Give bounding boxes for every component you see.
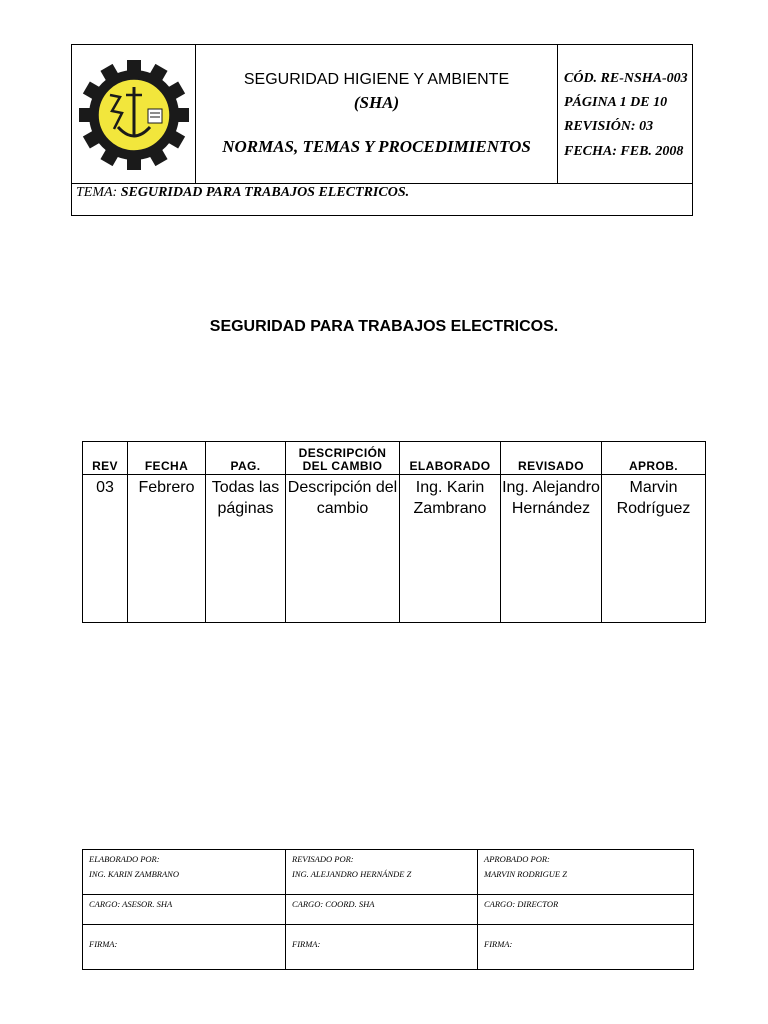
column-header: PAG.: [206, 442, 286, 475]
divider: [72, 183, 692, 184]
column-header: ELABORADO: [400, 442, 501, 475]
reviewed-by-label: REVISADO POR:: [292, 854, 354, 864]
divider: [195, 45, 196, 183]
company-logo: [79, 60, 189, 170]
topic-line: [76, 185, 409, 201]
topic-label: TEMA:: [76, 185, 118, 200]
page-number: PÁGINA 1 DE 10: [564, 95, 668, 110]
document-header: [71, 44, 693, 216]
table-row: [83, 475, 706, 623]
column-header: FECHA: [128, 442, 206, 475]
approved-by-cell: [478, 850, 694, 895]
table-header-row: [83, 442, 706, 475]
column-header: APROB.: [602, 442, 706, 475]
header-section-title: NORMAS, TEMAS Y PROCEDIMIENTOS: [222, 137, 531, 156]
elaborated-by-cell: [83, 850, 286, 895]
reviewed-by-name: ING. ALEJANDRO HERNÁNDE Z: [292, 869, 412, 879]
table-cell: 03: [83, 475, 128, 623]
topic-value: SEGURIDAD PARA TRABAJOS ELECTRICOS.: [120, 185, 410, 200]
signature-cell: FIRMA:: [83, 925, 286, 970]
table-cell: Marvin Rodríguez: [602, 475, 706, 623]
table-cell: Ing. Alejandro Hernández: [501, 475, 602, 623]
revision-table: [82, 441, 706, 623]
table-cell: Ing. Karin Zambrano: [400, 475, 501, 623]
elaborated-by-name: ING. KARIN ZAMBRANO: [89, 869, 179, 879]
header-title: SEGURIDAD HIGIENE Y AMBIENTE: [243, 71, 510, 88]
document-date: FECHA: FEB. 2008: [564, 144, 684, 159]
signature-cell: FIRMA:: [286, 925, 478, 970]
column-header: REV: [83, 442, 128, 475]
revision-number: REVISIÓN: 03: [564, 119, 654, 134]
signature-table: [82, 849, 694, 970]
divider: [557, 45, 558, 183]
signature-cell: FIRMA:: [478, 925, 694, 970]
approved-by-name: MARVIN RODRIGUE Z: [484, 869, 567, 879]
position-cell: CARGO: ASESOR. SHA: [83, 895, 286, 925]
table-cell: Descripción del cambio: [286, 475, 400, 623]
position-cell: CARGO: DIRECTOR: [478, 895, 694, 925]
position-cell: CARGO: COORD. SHA: [286, 895, 478, 925]
page-title: SEGURIDAD PARA TRABAJOS ELECTRICOS.: [209, 318, 559, 335]
table-cell: Todas las páginas: [206, 475, 286, 623]
table-row: [83, 895, 694, 925]
elaborated-by-label: ELABORADO POR:: [89, 854, 160, 864]
reviewed-by-cell: [286, 850, 478, 895]
table-cell: Febrero: [128, 475, 206, 623]
document-code: CÓD. RE-NSHA-003: [564, 71, 688, 86]
header-subtitle: (SHA): [353, 93, 400, 112]
column-header: REVISADO: [501, 442, 602, 475]
approved-by-label: APROBADO POR:: [484, 854, 550, 864]
table-row: [83, 925, 694, 970]
column-header: DESCRIPCIÓN DEL CAMBIO: [286, 442, 400, 475]
table-row: [83, 850, 694, 895]
